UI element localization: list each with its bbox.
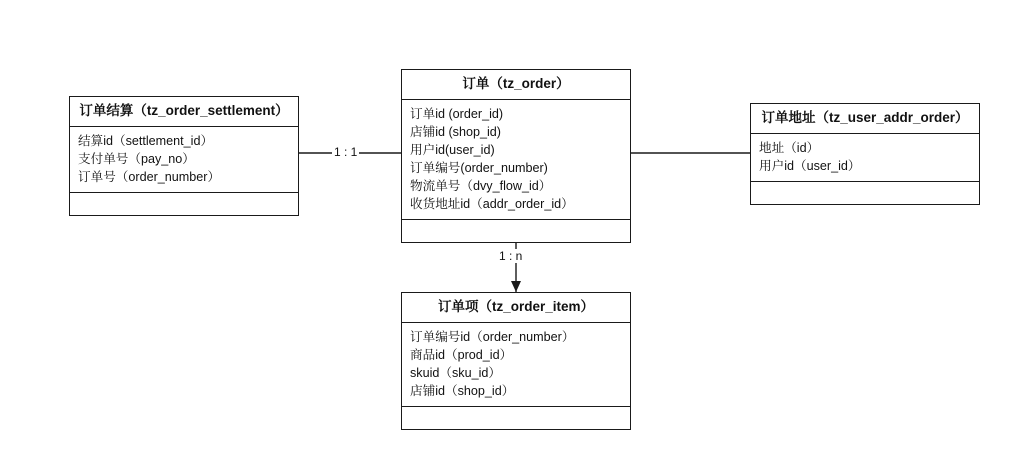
entity-attribute: 用户id（user_id） — [759, 159, 861, 174]
entity-title: 订单结算（tz_order_settlement） — [70, 97, 298, 127]
entity-title: 订单地址（tz_user_addr_order） — [751, 104, 979, 134]
entity-attributes — [402, 323, 630, 407]
entity-title: 订单（tz_order） — [402, 70, 630, 100]
entity-attribute: 结算id（settlement_id） — [78, 134, 214, 149]
entity-attribute: 订单编号id（order_number） — [410, 330, 575, 345]
edge-label-settlement-order: 1 : 1 — [334, 145, 358, 159]
entity-order[interactable] — [401, 69, 631, 243]
entity-attribute: 商品id（prod_id） — [410, 348, 513, 363]
entity-attribute: 物流单号（dvy_flow_id） — [410, 179, 552, 194]
entity-attribute: 支付单号（pay_no） — [78, 152, 195, 167]
arrowhead-order-item — [511, 281, 521, 292]
entity-footer — [751, 182, 979, 204]
edge-label-order-item: 1 : n — [499, 249, 523, 263]
entity-attribute: 店铺id (shop_id) — [410, 125, 501, 140]
entity-attribute: 店铺id（shop_id） — [410, 384, 515, 399]
entity-title: 订单项（tz_order_item） — [402, 293, 630, 323]
entity-attribute: 订单号（order_number） — [78, 170, 221, 185]
entity-footer — [70, 193, 298, 215]
entity-attributes — [751, 134, 979, 182]
entity-attribute: skuid（sku_id） — [410, 366, 501, 381]
entity-attributes — [70, 127, 298, 193]
entity-order-settlement[interactable] — [69, 96, 299, 216]
entity-attribute: 订单编号(order_number) — [410, 161, 548, 176]
entity-attribute: 订单id (order_id) — [410, 107, 504, 122]
entity-user-addr-order[interactable] — [750, 103, 980, 205]
entity-order-item[interactable] — [401, 292, 631, 430]
entity-footer — [402, 407, 630, 429]
entity-footer — [402, 220, 630, 242]
entity-attribute: 用户id(user_id) — [410, 143, 495, 158]
entity-attributes — [402, 100, 630, 220]
entity-attribute: 地址（id） — [759, 141, 820, 156]
entity-attribute: 收货地址id（addr_order_id） — [410, 197, 574, 212]
